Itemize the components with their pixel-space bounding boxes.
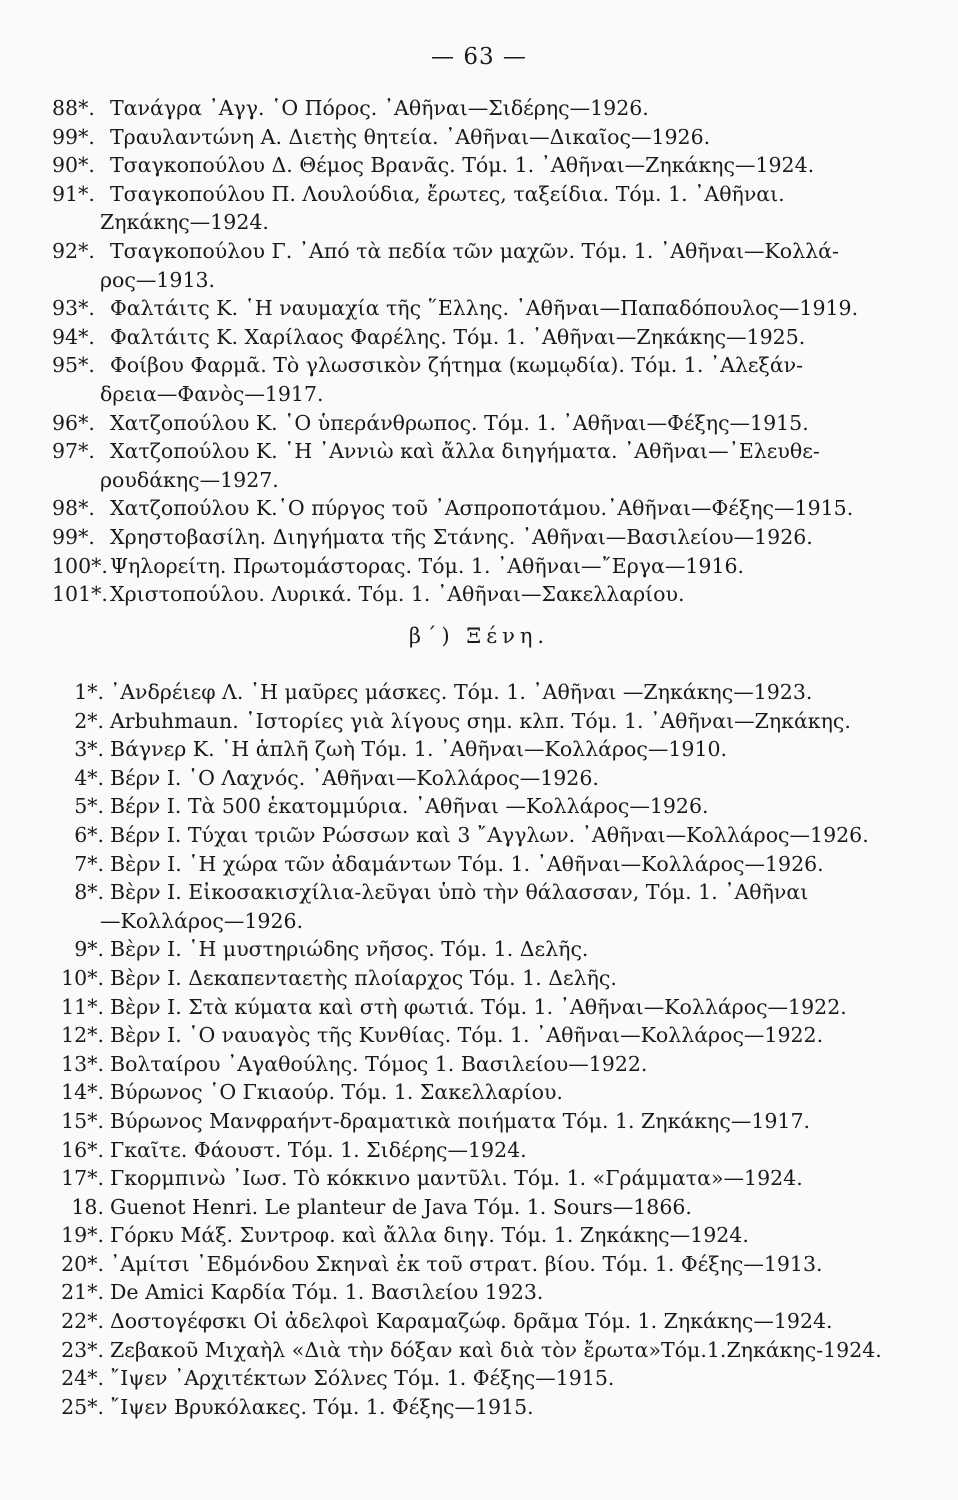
entry-text: Guenot Henri. Le planteur de Java Τόμ. 1. Sours—1866. bbox=[110, 1194, 692, 1219]
bibliography-entry bbox=[52, 678, 902, 707]
foreign-bibliography-list bbox=[52, 678, 902, 1421]
entry-number: 90*. bbox=[52, 153, 95, 178]
entry-text: Βάγνερ Κ. ῾Η ἁπλῆ ζωὴ Τόμ. 1. ᾿Αθῆναι—Κολλάρος—1910. bbox=[110, 737, 728, 762]
bibliography-entry bbox=[52, 494, 902, 523]
bibliography-entry bbox=[52, 1336, 902, 1365]
bibliography-entry bbox=[52, 764, 902, 793]
entry-number: 23*. bbox=[61, 1337, 104, 1362]
entry-number: 14*. bbox=[61, 1080, 104, 1105]
bibliography-entry bbox=[52, 792, 902, 821]
entry-text: Δοστογέφσκι Οἱ ἀδελφοὶ Καραμαζώφ. δρᾶμα Τόμ. 1. Ζηκάκης—1924. bbox=[110, 1309, 833, 1334]
bibliography-entry bbox=[52, 964, 902, 993]
bibliography-entry bbox=[52, 1250, 902, 1279]
entry-number: 6*. bbox=[74, 822, 104, 847]
bibliography-entry bbox=[52, 735, 902, 764]
entry-text: ῎Ιψεν Βρυκόλακες. Τόμ. 1. Φέξης—1915. bbox=[110, 1394, 534, 1419]
bibliography-entry bbox=[52, 1021, 902, 1050]
bibliography-entry bbox=[52, 580, 902, 609]
entry-number: 2*. bbox=[74, 708, 104, 733]
entry-number: 92*. bbox=[52, 238, 95, 263]
entry-continuation: ρουδάκης—1927. bbox=[100, 467, 279, 492]
bibliography-entry bbox=[52, 552, 902, 581]
entry-text: Φοίβου Φαρμᾶ. Τὸ γλωσσικὸν ζήτημα (κωμῳδία). Τόμ. 1. ᾿Αλεξάν- bbox=[110, 353, 804, 378]
entry-number: 5*. bbox=[74, 794, 104, 819]
entry-text: Γκαῖτε. Φάουστ. Τόμ. 1. Σιδέρης—1924. bbox=[110, 1137, 527, 1162]
bibliography-entry bbox=[52, 351, 902, 408]
entry-number: 16*. bbox=[61, 1137, 104, 1162]
entry-number: 9*. bbox=[74, 937, 104, 962]
entry-text: Βύρωνος ῾Ο Γκιαούρ. Τόμ. 1. Σακελλαρίου. bbox=[110, 1080, 563, 1105]
entry-number: 94*. bbox=[52, 324, 95, 349]
entry-number: 7*. bbox=[74, 851, 104, 876]
entry-number: 93*. bbox=[52, 296, 95, 321]
bibliography-entry bbox=[52, 878, 902, 935]
bibliography-entry bbox=[52, 180, 902, 237]
greek-bibliography-list bbox=[52, 94, 902, 609]
entry-text: Βὲρν Ι. Στὰ κύματα καὶ στὴ φωτιά. Τόμ. 1. ᾿Αθῆναι—Κολλάρος—1922. bbox=[110, 994, 847, 1019]
entry-text: Φαλτάιτς Κ. Χαρίλαος Φαρέλης. Τόμ. 1. ᾿Αθῆναι—Ζηκάκης—1925. bbox=[110, 324, 806, 349]
bibliography-entry bbox=[52, 993, 902, 1022]
entry-number: 99*. bbox=[52, 124, 95, 149]
entry-number: 21*. bbox=[61, 1280, 104, 1305]
entry-number: 12*. bbox=[61, 1023, 104, 1048]
entry-number: 13*. bbox=[61, 1051, 104, 1076]
entry-text: Βὲρν Ι. Εἰκοσακισχίλια-λεῦγαι ὑπὸ τὴν θάλασσαν, Τόμ. 1. ᾿Αθῆναι bbox=[110, 880, 809, 905]
entry-number: 19*. bbox=[61, 1223, 104, 1248]
entry-text: Arbuhmaun. ῾Ιστορίες γιὰ λίγους σημ. κλπ. Τόμ. 1. ᾿Αθῆναι—Ζηκάκης. bbox=[110, 708, 851, 733]
entry-text: Ψηλορείτη. Πρωτομάστορας. Τόμ. 1. ᾿Αθῆναι—῎Εργα—1916. bbox=[110, 553, 745, 578]
entry-text: Τσαγκοπούλου Γ. ᾿Από τὰ πεδία τῶν μαχῶν. Τόμ. 1. ᾿Αθῆναι—Κολλά- bbox=[110, 238, 839, 263]
entry-number: 20*. bbox=[61, 1251, 104, 1276]
entry-text: Βὲρν Ι. ῾Η μυστηριώδης νῆσος. Τόμ. 1. Δελῆς. bbox=[110, 937, 589, 962]
bibliography-entry bbox=[52, 935, 902, 964]
bibliography-entry bbox=[52, 1221, 902, 1250]
entry-text: Τανάγρα ᾿Αγγ. ῾Ο Πόρος. ᾿Αθῆναι—Σιδέρης—1926. bbox=[110, 96, 649, 120]
bibliography-entry bbox=[52, 94, 902, 123]
entry-number: 3*. bbox=[74, 737, 104, 762]
entry-number: 4*. bbox=[74, 765, 104, 790]
entry-text: Χατζοπούλου Κ. ῾Ο ὑπεράνθρωπος. Τόμ. 1. ᾿Αθῆναι—Φέξης—1915. bbox=[110, 410, 809, 435]
bibliography-entry bbox=[52, 1278, 902, 1307]
entry-text: Χατζοπούλου Κ. ῾Η ᾿Αννιὼ καὶ ἄλλα διηγήματα. ᾿Αθῆναι—᾿Ελευθε- bbox=[110, 439, 820, 464]
entry-text: Βὲρν Ι. Δεκαπενταετὴς πλοίαρχος Τόμ. 1. Δελῆς. bbox=[110, 965, 617, 990]
bibliography-entry bbox=[52, 323, 902, 352]
entry-number: 15*. bbox=[61, 1108, 104, 1133]
entry-text: Βέρν Ι. ῾Ο Λαχνός. ᾿Αθῆναι—Κολλάρος—1926. bbox=[110, 765, 599, 790]
bibliography-entry bbox=[52, 151, 902, 180]
bibliography-entry bbox=[52, 123, 902, 152]
bibliography-entry bbox=[52, 1050, 902, 1079]
bibliography-entry bbox=[52, 1136, 902, 1165]
bibliography-entry bbox=[52, 850, 902, 879]
section-title: β΄) Ξένη. bbox=[408, 624, 550, 648]
entry-text: ᾿Ανδρέιεφ Λ. ῾Η μαῦρες μάσκες. Τόμ. 1. ᾿Αθῆναι —Ζηκάκης—1923. bbox=[110, 680, 813, 704]
bibliography-entry bbox=[52, 1193, 902, 1222]
entry-text: Γόρκυ Μάξ. Συντροφ. καὶ ἄλλα διηγ. Τόμ. 1. Ζηκάκης—1924. bbox=[110, 1223, 749, 1248]
entry-text: Γκορμπινὼ ᾿Ιωσ. Τὸ κόκκινο μαντῦλι. Τόμ. 1. «Γράμματα»—1924. bbox=[110, 1166, 803, 1191]
bibliography-entry bbox=[52, 1107, 902, 1136]
entry-number: 22*. bbox=[61, 1309, 104, 1334]
entry-text: Βύρωνος Μανφραήντ-δραματικὰ ποιήματα Τόμ. 1. Ζηκάκης—1917. bbox=[110, 1108, 811, 1133]
bibliography-entry bbox=[52, 707, 902, 736]
entry-number: 101*. bbox=[52, 582, 108, 607]
entry-number: 100*. bbox=[52, 553, 108, 578]
bibliography-entry bbox=[52, 294, 902, 323]
entry-number: 17*. bbox=[61, 1166, 104, 1191]
entry-number: 1*. bbox=[74, 680, 104, 704]
entry-text: Βὲρν Ι. ῾Η χώρα τῶν ἀδαμάντων Τόμ. 1. ᾿Αθῆναι—Κολλάρος—1926. bbox=[110, 851, 824, 876]
entry-continuation: δρεια—Φανὸς—1917. bbox=[100, 381, 324, 406]
entry-text: Βολταίρου ᾿Αγαθούλης. Τόμος 1. Βασιλείου—1922. bbox=[110, 1051, 648, 1076]
entry-number: 88*. bbox=[52, 96, 95, 120]
entry-number: 18. bbox=[71, 1194, 104, 1219]
bibliography-entry bbox=[52, 1078, 902, 1107]
bibliography-entry bbox=[52, 1393, 902, 1422]
bibliography-entry bbox=[52, 1307, 902, 1336]
entry-text: Χριστοπούλου. Λυρικά. Τόμ. 1. ᾿Αθῆναι—Σακελλαρίου. bbox=[110, 582, 685, 607]
entry-number: 25*. bbox=[61, 1394, 104, 1419]
bibliography-entry bbox=[52, 1164, 902, 1193]
entry-text: Τραυλαντώνη Α. Διετὴς θητεία. ᾿Αθῆναι—Δικαῖος—1926. bbox=[110, 124, 711, 149]
entry-text: Βὲρν Ι. ῾Ο ναυαγὸς τῆς Κυνθίας. Τόμ. 1. ᾿Αθῆναι—Κολλάρος—1922. bbox=[110, 1023, 824, 1048]
entry-text: Βέρν Ι. Τύχαι τριῶν Ρώσσων καὶ 3 ῎Αγγλων. ᾿Αθῆναι—Κολλάρος—1926. bbox=[110, 822, 869, 847]
entry-text: Βέρν Ι. Τὰ 500 ἑκατομμύρια. ᾿Αθῆναι —Κολλάρος—1926. bbox=[110, 794, 709, 819]
bibliography-entry bbox=[52, 409, 902, 438]
bibliography-entry bbox=[52, 1364, 902, 1393]
entry-continuation: Ζηκάκης—1924. bbox=[100, 210, 269, 235]
entry-number: 11*. bbox=[61, 994, 104, 1019]
bibliography-entry bbox=[52, 523, 902, 552]
entry-number: 95*. bbox=[52, 353, 95, 378]
entry-text: De Amici Καρδία Τόμ. 1. Βασιλείου 1923. bbox=[110, 1280, 544, 1305]
entry-text: Χατζοπούλου Κ.῾Ο πύργος τοῦ ᾿Ασπροποτάμου.᾿Αθῆναι—Φέξης—1915. bbox=[110, 496, 854, 521]
entry-text: Τσαγκοπούλου Δ. Θέμος Βρανᾶς. Τόμ. 1. ᾿Αθῆναι—Ζηκάκης—1924. bbox=[110, 153, 815, 178]
entry-number: 98*. bbox=[52, 496, 95, 521]
entry-number: 8*. bbox=[74, 880, 104, 905]
entry-number: 97*. bbox=[52, 439, 95, 464]
entry-number: 91*. bbox=[52, 181, 95, 206]
entry-number: 99*. bbox=[52, 524, 95, 549]
entry-number: 96*. bbox=[52, 410, 95, 435]
page-number: — 63 — bbox=[431, 44, 527, 70]
entry-number: 10*. bbox=[61, 965, 104, 990]
entry-text: Φαλτάιτς Κ. ῾Η ναυμαχία τῆς ῞Ελλης. ᾿Αθῆναι—Παπαδόπουλος—1919. bbox=[110, 296, 859, 321]
bibliography-entry bbox=[52, 821, 902, 850]
entry-text: Τσαγκοπούλου Π. Λουλούδια, ἔρωτες, ταξείδια. Τόμ. 1. ᾿Αθῆναι. bbox=[110, 181, 785, 206]
entry-text: ᾿Αμίτσι ᾿Εδμόνδου Σκηναὶ ἐκ τοῦ στρατ. βίου. Τόμ. 1. Φέξης—1913. bbox=[110, 1251, 823, 1276]
entry-continuation: ρος—1913. bbox=[100, 267, 216, 292]
entry-text: ῎Ιψεν ᾿Αρχιτέκτων Σόλνες Τόμ. 1. Φέξης—1915. bbox=[110, 1366, 615, 1391]
bibliography-entry bbox=[52, 437, 902, 494]
bibliography-entry bbox=[52, 237, 902, 294]
entry-text: Χρηστοβασίλη. Διηγήματα τῆς Στάνης. ᾿Αθῆναι—Βασιλείου—1926. bbox=[110, 524, 813, 549]
entry-number: 24*. bbox=[61, 1366, 104, 1391]
entry-text: Ζεβακοῦ Μιχαὴλ «Διὰ τὴν δόξαν καὶ διὰ τὸν ἔρωτα»Τόμ.1.Ζηκάκης-1924. bbox=[110, 1337, 882, 1362]
entry-continuation: —Κολλάρος—1926. bbox=[100, 908, 304, 933]
